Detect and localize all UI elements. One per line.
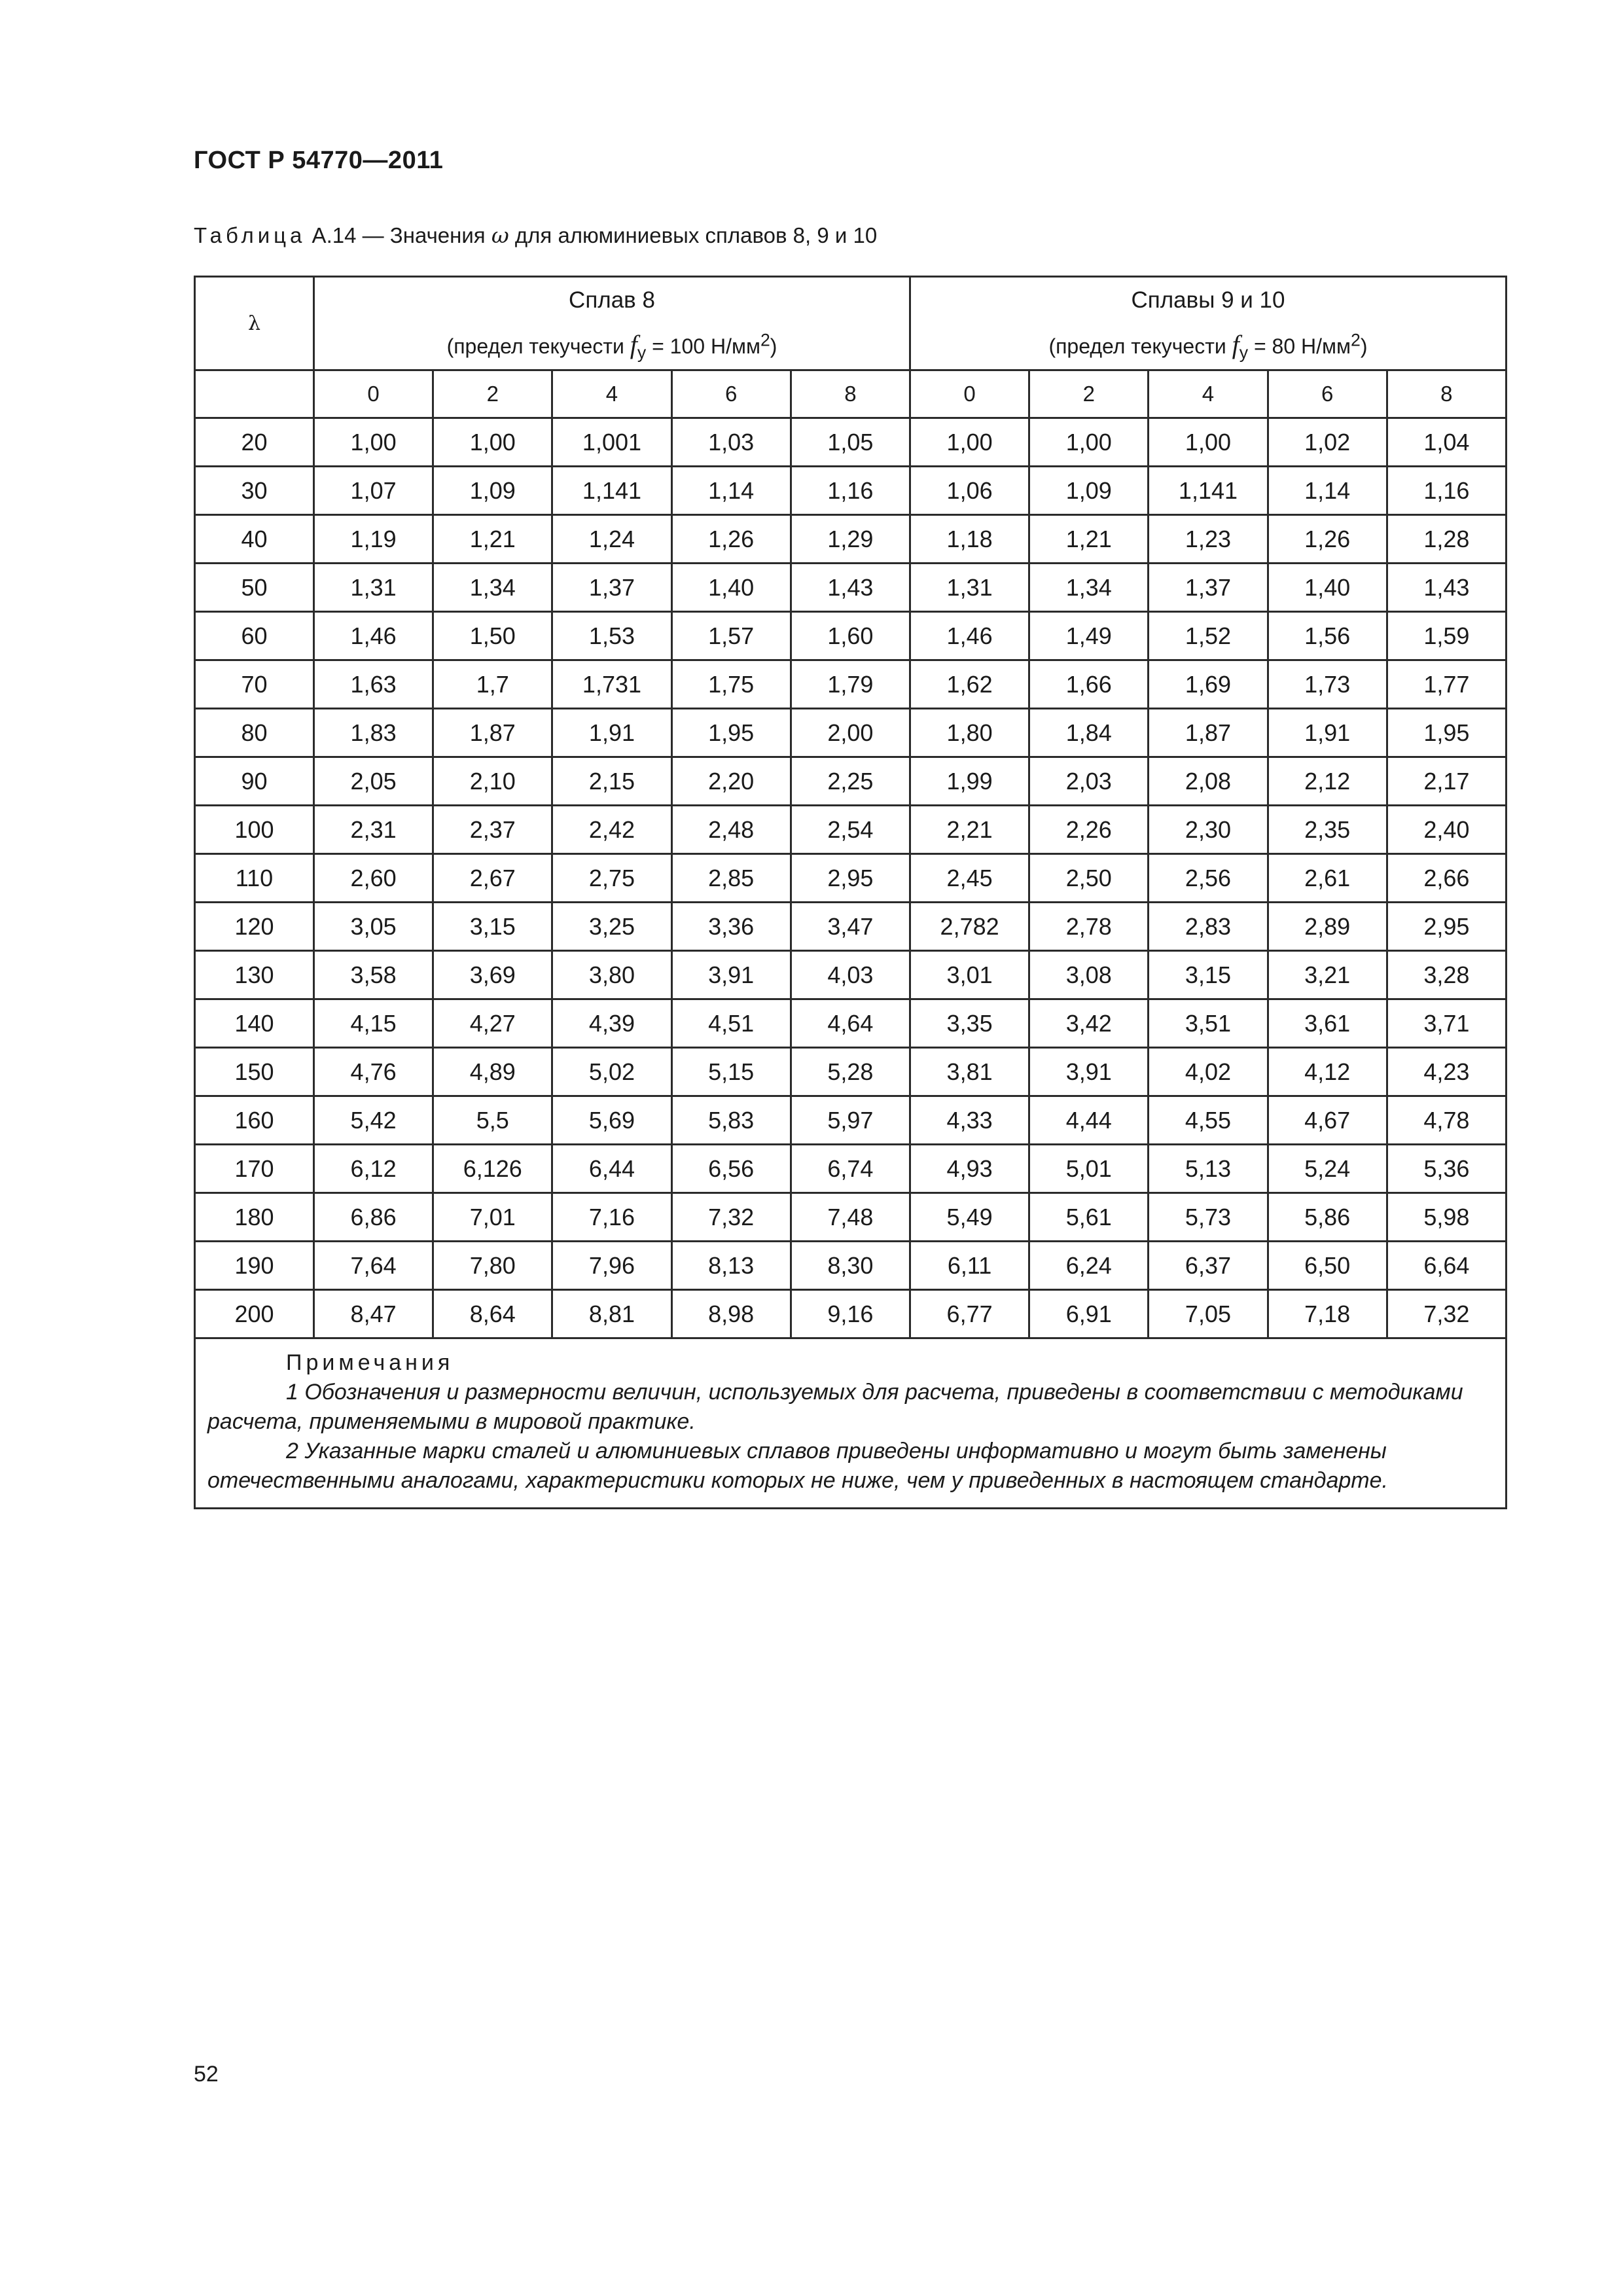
value-cell: 3,47 bbox=[791, 903, 910, 951]
value-cell: 5,36 bbox=[1387, 1145, 1506, 1193]
value-cell: 1,87 bbox=[433, 709, 552, 757]
value-cell: 1,00 bbox=[1149, 418, 1268, 467]
value-cell: 2,66 bbox=[1387, 854, 1506, 903]
value-cell: 3,05 bbox=[314, 903, 433, 951]
caption-prefix: Таблица bbox=[194, 223, 306, 247]
lambda-cell: 150 bbox=[195, 1048, 314, 1096]
value-cell: 1,19 bbox=[314, 515, 433, 564]
value-cell: 1,95 bbox=[671, 709, 791, 757]
value-cell: 3,28 bbox=[1387, 951, 1506, 999]
value-cell: 7,18 bbox=[1268, 1290, 1387, 1338]
value-cell: 2,67 bbox=[433, 854, 552, 903]
value-cell: 1,31 bbox=[910, 564, 1029, 612]
value-cell: 1,07 bbox=[314, 467, 433, 515]
page-number: 52 bbox=[194, 2062, 219, 2087]
value-cell: 1,16 bbox=[1387, 467, 1506, 515]
value-cell: 1,00 bbox=[433, 418, 552, 467]
value-cell: 6,91 bbox=[1029, 1290, 1149, 1338]
value-cell: 1,21 bbox=[1029, 515, 1149, 564]
column-header: 0 bbox=[314, 370, 433, 418]
value-cell: 3,80 bbox=[552, 951, 671, 999]
value-cell: 1,141 bbox=[552, 467, 671, 515]
value-cell: 1,95 bbox=[1387, 709, 1506, 757]
value-cell: 5,15 bbox=[671, 1048, 791, 1096]
table-row bbox=[195, 951, 1507, 999]
value-cell: 2,48 bbox=[671, 806, 791, 854]
value-cell: 2,00 bbox=[791, 709, 910, 757]
value-cell: 5,86 bbox=[1268, 1193, 1387, 1242]
value-cell: 3,01 bbox=[910, 951, 1029, 999]
value-cell: 5,5 bbox=[433, 1096, 552, 1145]
value-cell: 1,69 bbox=[1149, 660, 1268, 709]
value-cell: 2,05 bbox=[314, 757, 433, 806]
column-header: 6 bbox=[1268, 370, 1387, 418]
yield-close: ) bbox=[770, 334, 777, 359]
note-text: 2 Указанные марки сталей и алюминиевых сплавов приведены информативно и могут быть заменены отечественными аналогами, характеристики которых не ниже, чем у приведенных в настоящем стандарте. bbox=[207, 1439, 1388, 1493]
lambda-cell: 180 bbox=[195, 1193, 314, 1242]
value-cell: 1,49 bbox=[1029, 612, 1149, 660]
fy-symbol: f bbox=[630, 330, 637, 360]
lambda-cell: 120 bbox=[195, 903, 314, 951]
table-row bbox=[195, 515, 1507, 564]
lambda-cell: 160 bbox=[195, 1096, 314, 1145]
table-row bbox=[195, 1193, 1507, 1242]
value-cell: 1,09 bbox=[1029, 467, 1149, 515]
column-header: 8 bbox=[791, 370, 910, 418]
value-cell: 8,98 bbox=[671, 1290, 791, 1338]
value-cell: 1,43 bbox=[1387, 564, 1506, 612]
value-cell: 5,28 bbox=[791, 1048, 910, 1096]
value-cell: 7,01 bbox=[433, 1193, 552, 1242]
value-cell: 1,73 bbox=[1268, 660, 1387, 709]
value-cell: 5,73 bbox=[1149, 1193, 1268, 1242]
unit-exponent: 2 bbox=[1351, 330, 1361, 350]
lambda-cell: 170 bbox=[195, 1145, 314, 1193]
table-row bbox=[195, 1145, 1507, 1193]
value-cell: 1,63 bbox=[314, 660, 433, 709]
value-cell: 5,97 bbox=[791, 1096, 910, 1145]
value-cell: 2,54 bbox=[791, 806, 910, 854]
value-cell: 3,21 bbox=[1268, 951, 1387, 999]
alloy-8-yield-strength bbox=[314, 323, 910, 370]
alloy-8-title: Сплав 8 bbox=[314, 277, 910, 324]
value-cell: 1,66 bbox=[1029, 660, 1149, 709]
value-cell: 1,91 bbox=[1268, 709, 1387, 757]
value-cell: 1,62 bbox=[910, 660, 1029, 709]
value-cell: 3,15 bbox=[433, 903, 552, 951]
value-cell: 4,03 bbox=[791, 951, 910, 999]
table-row bbox=[195, 709, 1507, 757]
value-cell: 1,141 bbox=[1149, 467, 1268, 515]
value-cell: 6,37 bbox=[1149, 1242, 1268, 1290]
value-cell: 1,26 bbox=[671, 515, 791, 564]
value-cell: 4,02 bbox=[1149, 1048, 1268, 1096]
value-cell: 8,64 bbox=[433, 1290, 552, 1338]
value-cell: 5,42 bbox=[314, 1096, 433, 1145]
value-cell: 3,71 bbox=[1387, 999, 1506, 1048]
lambda-column-header-blank bbox=[195, 370, 314, 418]
table-row bbox=[195, 1048, 1507, 1096]
table-row bbox=[195, 903, 1507, 951]
column-header: 4 bbox=[1149, 370, 1268, 418]
value-cell: 2,50 bbox=[1029, 854, 1149, 903]
table-row bbox=[195, 1242, 1507, 1290]
value-cell: 6,44 bbox=[552, 1145, 671, 1193]
value-cell: 1,28 bbox=[1387, 515, 1506, 564]
value-cell: 4,51 bbox=[671, 999, 791, 1048]
value-cell: 1,18 bbox=[910, 515, 1029, 564]
value-cell: 2,83 bbox=[1149, 903, 1268, 951]
column-header: 6 bbox=[671, 370, 791, 418]
omega-values-table bbox=[194, 276, 1507, 1509]
value-cell: 2,78 bbox=[1029, 903, 1149, 951]
table-row bbox=[195, 806, 1507, 854]
value-cell: 4,67 bbox=[1268, 1096, 1387, 1145]
value-cell: 4,78 bbox=[1387, 1096, 1506, 1145]
lambda-cell: 190 bbox=[195, 1242, 314, 1290]
lambda-cell: 80 bbox=[195, 709, 314, 757]
value-cell: 1,7 bbox=[433, 660, 552, 709]
value-cell: 1,03 bbox=[671, 418, 791, 467]
value-cell: 1,04 bbox=[1387, 418, 1506, 467]
value-cell: 3,51 bbox=[1149, 999, 1268, 1048]
value-cell: 1,59 bbox=[1387, 612, 1506, 660]
value-cell: 3,58 bbox=[314, 951, 433, 999]
value-cell: 1,37 bbox=[552, 564, 671, 612]
value-cell: 4,76 bbox=[314, 1048, 433, 1096]
value-cell: 1,77 bbox=[1387, 660, 1506, 709]
value-cell: 1,731 bbox=[552, 660, 671, 709]
fy-subscript: y bbox=[1239, 342, 1249, 363]
value-cell: 3,08 bbox=[1029, 951, 1149, 999]
value-cell: 2,56 bbox=[1149, 854, 1268, 903]
value-cell: 2,12 bbox=[1268, 757, 1387, 806]
value-cell: 1,00 bbox=[314, 418, 433, 467]
column-header-row bbox=[195, 370, 1507, 418]
value-cell: 1,84 bbox=[1029, 709, 1149, 757]
document-code: ГОСТ Р 54770—2011 bbox=[194, 147, 444, 174]
value-cell: 1,05 bbox=[791, 418, 910, 467]
value-cell: 1,43 bbox=[791, 564, 910, 612]
value-cell: 2,61 bbox=[1268, 854, 1387, 903]
value-cell: 1,79 bbox=[791, 660, 910, 709]
value-cell: 2,25 bbox=[791, 757, 910, 806]
value-cell: 1,14 bbox=[1268, 467, 1387, 515]
value-cell: 2,42 bbox=[552, 806, 671, 854]
value-cell: 2,31 bbox=[314, 806, 433, 854]
value-cell: 2,17 bbox=[1387, 757, 1506, 806]
lambda-header: λ bbox=[195, 277, 314, 370]
value-cell: 6,126 bbox=[433, 1145, 552, 1193]
value-cell: 3,69 bbox=[433, 951, 552, 999]
value-cell: 7,64 bbox=[314, 1242, 433, 1290]
value-cell: 6,56 bbox=[671, 1145, 791, 1193]
value-cell: 2,60 bbox=[314, 854, 433, 903]
yield-prefix: (предел текучести bbox=[446, 334, 630, 359]
table-row bbox=[195, 564, 1507, 612]
value-cell: 4,55 bbox=[1149, 1096, 1268, 1145]
value-cell: 1,50 bbox=[433, 612, 552, 660]
value-cell: 2,03 bbox=[1029, 757, 1149, 806]
value-cell: 4,44 bbox=[1029, 1096, 1149, 1145]
value-cell: 1,80 bbox=[910, 709, 1029, 757]
value-cell: 1,37 bbox=[1149, 564, 1268, 612]
value-cell: 3,36 bbox=[671, 903, 791, 951]
value-cell: 7,16 bbox=[552, 1193, 671, 1242]
value-cell: 1,52 bbox=[1149, 612, 1268, 660]
value-cell: 2,15 bbox=[552, 757, 671, 806]
value-cell: 5,98 bbox=[1387, 1193, 1506, 1242]
value-cell: 2,45 bbox=[910, 854, 1029, 903]
value-cell: 1,56 bbox=[1268, 612, 1387, 660]
value-cell: 2,26 bbox=[1029, 806, 1149, 854]
value-cell: 7,05 bbox=[1149, 1290, 1268, 1338]
value-cell: 6,50 bbox=[1268, 1242, 1387, 1290]
value-cell: 1,46 bbox=[314, 612, 433, 660]
fy-symbol: f bbox=[1232, 330, 1240, 360]
value-cell: 4,39 bbox=[552, 999, 671, 1048]
table-row bbox=[195, 757, 1507, 806]
value-cell: 1,16 bbox=[791, 467, 910, 515]
value-cell: 4,23 bbox=[1387, 1048, 1506, 1096]
table-row bbox=[195, 1290, 1507, 1338]
notes-title: Примечания bbox=[286, 1350, 454, 1375]
column-header: 4 bbox=[552, 370, 671, 418]
value-cell: 3,35 bbox=[910, 999, 1029, 1048]
value-cell: 6,77 bbox=[910, 1290, 1029, 1338]
value-cell: 6,24 bbox=[1029, 1242, 1149, 1290]
value-cell: 2,782 bbox=[910, 903, 1029, 951]
lambda-cell: 110 bbox=[195, 854, 314, 903]
column-header: 2 bbox=[433, 370, 552, 418]
value-cell: 1,001 bbox=[552, 418, 671, 467]
value-cell: 2,20 bbox=[671, 757, 791, 806]
lambda-cell: 20 bbox=[195, 418, 314, 467]
yield-value: = 100 Н/мм bbox=[646, 334, 760, 359]
table-row bbox=[195, 1096, 1507, 1145]
value-cell: 5,69 bbox=[552, 1096, 671, 1145]
value-cell: 2,95 bbox=[1387, 903, 1506, 951]
value-cell: 5,01 bbox=[1029, 1145, 1149, 1193]
value-cell: 8,13 bbox=[671, 1242, 791, 1290]
omega-symbol: ω bbox=[491, 223, 509, 248]
caption-number: А.14 — Значения bbox=[306, 223, 491, 247]
lambda-cell: 30 bbox=[195, 467, 314, 515]
value-cell: 5,13 bbox=[1149, 1145, 1268, 1193]
value-cell: 1,57 bbox=[671, 612, 791, 660]
lambda-cell: 40 bbox=[195, 515, 314, 564]
value-cell: 1,99 bbox=[910, 757, 1029, 806]
table-row bbox=[195, 612, 1507, 660]
value-cell: 1,40 bbox=[671, 564, 791, 612]
value-cell: 5,24 bbox=[1268, 1145, 1387, 1193]
value-cell: 1,31 bbox=[314, 564, 433, 612]
value-cell: 6,12 bbox=[314, 1145, 433, 1193]
value-cell: 1,60 bbox=[791, 612, 910, 660]
value-cell: 1,02 bbox=[1268, 418, 1387, 467]
value-cell: 8,81 bbox=[552, 1290, 671, 1338]
value-cell: 2,95 bbox=[791, 854, 910, 903]
note-text: 1 Обозначения и размерности величин, используемых для расчета, приведены в соответствии с методиками расчета, применяемыми в мировой практике. bbox=[207, 1380, 1463, 1434]
value-cell: 6,11 bbox=[910, 1242, 1029, 1290]
value-cell: 2,21 bbox=[910, 806, 1029, 854]
table-row bbox=[195, 418, 1507, 467]
value-cell: 1,14 bbox=[671, 467, 791, 515]
value-cell: 1,91 bbox=[552, 709, 671, 757]
value-cell: 1,21 bbox=[433, 515, 552, 564]
value-cell: 2,85 bbox=[671, 854, 791, 903]
value-cell: 1,26 bbox=[1268, 515, 1387, 564]
value-cell: 2,75 bbox=[552, 854, 671, 903]
value-cell: 2,08 bbox=[1149, 757, 1268, 806]
value-cell: 5,02 bbox=[552, 1048, 671, 1096]
value-cell: 8,47 bbox=[314, 1290, 433, 1338]
value-cell: 1,34 bbox=[1029, 564, 1149, 612]
value-cell: 1,00 bbox=[910, 418, 1029, 467]
value-cell: 1,23 bbox=[1149, 515, 1268, 564]
value-cell: 1,34 bbox=[433, 564, 552, 612]
value-cell: 3,91 bbox=[1029, 1048, 1149, 1096]
value-cell: 2,37 bbox=[433, 806, 552, 854]
value-cell: 1,40 bbox=[1268, 564, 1387, 612]
lambda-cell: 50 bbox=[195, 564, 314, 612]
value-cell: 3,61 bbox=[1268, 999, 1387, 1048]
value-cell: 2,40 bbox=[1387, 806, 1506, 854]
unit-exponent: 2 bbox=[760, 330, 770, 350]
lambda-cell: 100 bbox=[195, 806, 314, 854]
value-cell: 4,89 bbox=[433, 1048, 552, 1096]
yield-value: = 80 Н/мм bbox=[1248, 334, 1351, 359]
value-cell: 4,12 bbox=[1268, 1048, 1387, 1096]
yield-close: ) bbox=[1360, 334, 1368, 359]
column-header: 2 bbox=[1029, 370, 1149, 418]
value-cell: 1,87 bbox=[1149, 709, 1268, 757]
value-cell: 2,35 bbox=[1268, 806, 1387, 854]
value-cell: 5,61 bbox=[1029, 1193, 1149, 1242]
table-row bbox=[195, 660, 1507, 709]
lambda-cell: 200 bbox=[195, 1290, 314, 1338]
value-cell: 5,49 bbox=[910, 1193, 1029, 1242]
lambda-cell: 130 bbox=[195, 951, 314, 999]
value-cell: 6,86 bbox=[314, 1193, 433, 1242]
value-cell: 3,91 bbox=[671, 951, 791, 999]
value-cell: 4,27 bbox=[433, 999, 552, 1048]
value-cell: 9,16 bbox=[791, 1290, 910, 1338]
value-cell: 2,30 bbox=[1149, 806, 1268, 854]
value-cell: 3,42 bbox=[1029, 999, 1149, 1048]
value-cell: 6,64 bbox=[1387, 1242, 1506, 1290]
lambda-cell: 70 bbox=[195, 660, 314, 709]
value-cell: 1,83 bbox=[314, 709, 433, 757]
table-caption bbox=[194, 223, 877, 248]
value-cell: 1,09 bbox=[433, 467, 552, 515]
value-cell: 7,32 bbox=[1387, 1290, 1506, 1338]
value-cell: 3,81 bbox=[910, 1048, 1029, 1096]
value-cell: 4,64 bbox=[791, 999, 910, 1048]
value-cell: 7,80 bbox=[433, 1242, 552, 1290]
value-cell: 4,93 bbox=[910, 1145, 1029, 1193]
table-row bbox=[195, 999, 1507, 1048]
notes-cell bbox=[195, 1338, 1507, 1509]
lambda-cell: 60 bbox=[195, 612, 314, 660]
yield-prefix: (предел текучести bbox=[1048, 334, 1232, 359]
value-cell: 4,15 bbox=[314, 999, 433, 1048]
value-cell: 2,89 bbox=[1268, 903, 1387, 951]
value-cell: 1,46 bbox=[910, 612, 1029, 660]
alloy-9-10-title: Сплавы 9 и 10 bbox=[910, 277, 1507, 324]
lambda-cell: 140 bbox=[195, 999, 314, 1048]
value-cell: 1,53 bbox=[552, 612, 671, 660]
value-cell: 2,10 bbox=[433, 757, 552, 806]
fy-subscript: y bbox=[637, 342, 647, 363]
value-cell: 7,96 bbox=[552, 1242, 671, 1290]
value-cell: 1,00 bbox=[1029, 418, 1149, 467]
lambda-cell: 90 bbox=[195, 757, 314, 806]
value-cell: 5,83 bbox=[671, 1096, 791, 1145]
value-cell: 8,30 bbox=[791, 1242, 910, 1290]
value-cell: 1,29 bbox=[791, 515, 910, 564]
value-cell: 7,32 bbox=[671, 1193, 791, 1242]
value-cell: 1,06 bbox=[910, 467, 1029, 515]
value-cell: 1,75 bbox=[671, 660, 791, 709]
value-cell: 3,15 bbox=[1149, 951, 1268, 999]
value-cell: 4,33 bbox=[910, 1096, 1029, 1145]
caption-suffix: для алюминиевых сплавов 8, 9 и 10 bbox=[508, 223, 878, 247]
alloy-9-10-yield-strength bbox=[910, 323, 1507, 370]
column-header: 8 bbox=[1387, 370, 1506, 418]
value-cell: 1,24 bbox=[552, 515, 671, 564]
value-cell: 7,48 bbox=[791, 1193, 910, 1242]
table-row bbox=[195, 467, 1507, 515]
value-cell: 3,25 bbox=[552, 903, 671, 951]
notes-row bbox=[195, 1338, 1507, 1509]
value-cell: 6,74 bbox=[791, 1145, 910, 1193]
table-row bbox=[195, 854, 1507, 903]
column-header: 0 bbox=[910, 370, 1029, 418]
